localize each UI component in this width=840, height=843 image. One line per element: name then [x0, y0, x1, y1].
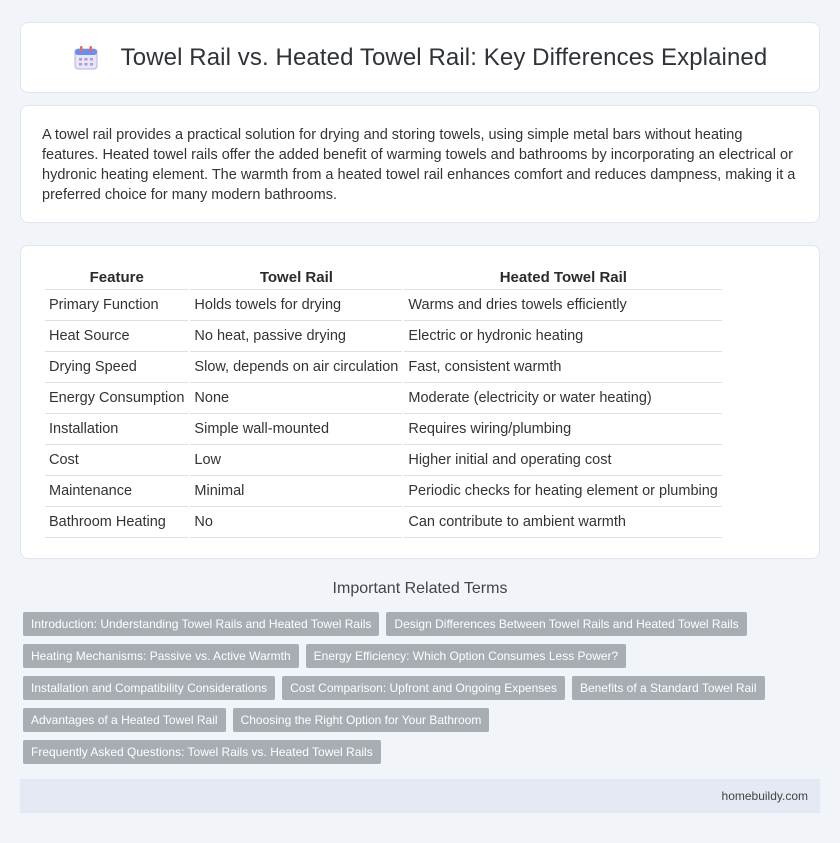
towel-rail-cell: None [190, 383, 402, 414]
heated-towel-rail-cell: Electric or hydronic heating [404, 321, 722, 352]
table-row [45, 383, 722, 414]
tag-row [23, 740, 783, 764]
related-terms-title: Important Related Terms [332, 580, 508, 597]
heated-towel-rail-cell: Requires wiring/plumbing [404, 414, 722, 445]
related-term-tag[interactable]: Choosing the Right Option for Your Bathroom [233, 708, 490, 732]
tag-row [23, 708, 783, 732]
intro-card [20, 105, 820, 223]
towel-rail-cell: Low [190, 445, 402, 476]
towel-rail-cell: No [190, 507, 402, 538]
page-title: Towel Rail vs. Heated Towel Rail: Key Differences Explained [120, 43, 768, 71]
tag-row [23, 612, 783, 636]
feature-cell: Heat Source [45, 321, 188, 352]
header-feature: Feature [45, 263, 188, 290]
table-row [45, 321, 722, 352]
table-row [45, 445, 722, 476]
related-term-tag[interactable]: Advantages of a Heated Towel Rail [23, 708, 226, 732]
related-term-tag[interactable]: Cost Comparison: Upfront and Ongoing Expenses [282, 676, 565, 700]
table-row [45, 507, 722, 538]
table-row [45, 290, 722, 321]
heated-towel-rail-cell: Can contribute to ambient warmth [404, 507, 722, 538]
related-term-tag[interactable]: Heating Mechanisms: Passive vs. Active Warmth [23, 644, 299, 668]
tag-row [23, 644, 783, 668]
calendar-icon [73, 45, 99, 71]
footer [20, 779, 820, 813]
feature-cell: Drying Speed [45, 352, 188, 383]
related-term-tag[interactable]: Design Differences Between Towel Rails and Heated Towel Rails [386, 612, 746, 636]
table-row [45, 352, 722, 383]
feature-cell: Energy Consumption [45, 383, 188, 414]
towel-rail-cell: Holds towels for drying [190, 290, 402, 321]
related-term-tag[interactable]: Benefits of a Standard Towel Rail [572, 676, 765, 700]
heated-towel-rail-cell: Moderate (electricity or water heating) [404, 383, 722, 414]
comparison-table [43, 263, 724, 538]
table-row [45, 414, 722, 445]
feature-cell: Cost [45, 445, 188, 476]
header-card [20, 22, 820, 93]
heated-towel-rail-cell: Higher initial and operating cost [404, 445, 722, 476]
related-term-tag[interactable]: Energy Efficiency: Which Option Consumes Less Power? [306, 644, 627, 668]
heated-towel-rail-cell: Warms and dries towels efficiently [404, 290, 722, 321]
table-header-row [45, 263, 722, 290]
towel-rail-cell: Slow, depends on air circulation [190, 352, 402, 383]
towel-rail-cell: Simple wall-mounted [190, 414, 402, 445]
header-towel-rail: Towel Rail [190, 263, 402, 290]
related-term-tag[interactable]: Introduction: Understanding Towel Rails and Heated Towel Rails [23, 612, 379, 636]
tag-row [23, 676, 783, 700]
feature-cell: Installation [45, 414, 188, 445]
feature-cell: Maintenance [45, 476, 188, 507]
towel-rail-cell: No heat, passive drying [190, 321, 402, 352]
feature-cell: Bathroom Heating [45, 507, 188, 538]
comparison-table-card [20, 245, 820, 559]
heated-towel-rail-cell: Periodic checks for heating element or plumbing [404, 476, 722, 507]
intro-paragraph: A towel rail provides a practical solution for drying and storing towels, using simple metal bars without heating features. Heated towel rails offer the added benefit of warming towels and bathrooms by incorporating an electrical or hydronic heating element. The warmth from a heated towel rail enhances comfort and reduces dampness, making it a preferred choice for many modern bathrooms. [42, 127, 796, 203]
related-terms-tags [23, 612, 783, 772]
towel-rail-cell: Minimal [190, 476, 402, 507]
related-term-tag[interactable]: Frequently Asked Questions: Towel Rails vs. Heated Towel Rails [23, 740, 381, 764]
feature-cell: Primary Function [45, 290, 188, 321]
header-heated-towel-rail: Heated Towel Rail [404, 263, 722, 290]
footer-site-link[interactable]: homebuildy.com [721, 789, 808, 803]
table-row [45, 476, 722, 507]
related-term-tag[interactable]: Installation and Compatibility Considerations [23, 676, 275, 700]
heated-towel-rail-cell: Fast, consistent warmth [404, 352, 722, 383]
